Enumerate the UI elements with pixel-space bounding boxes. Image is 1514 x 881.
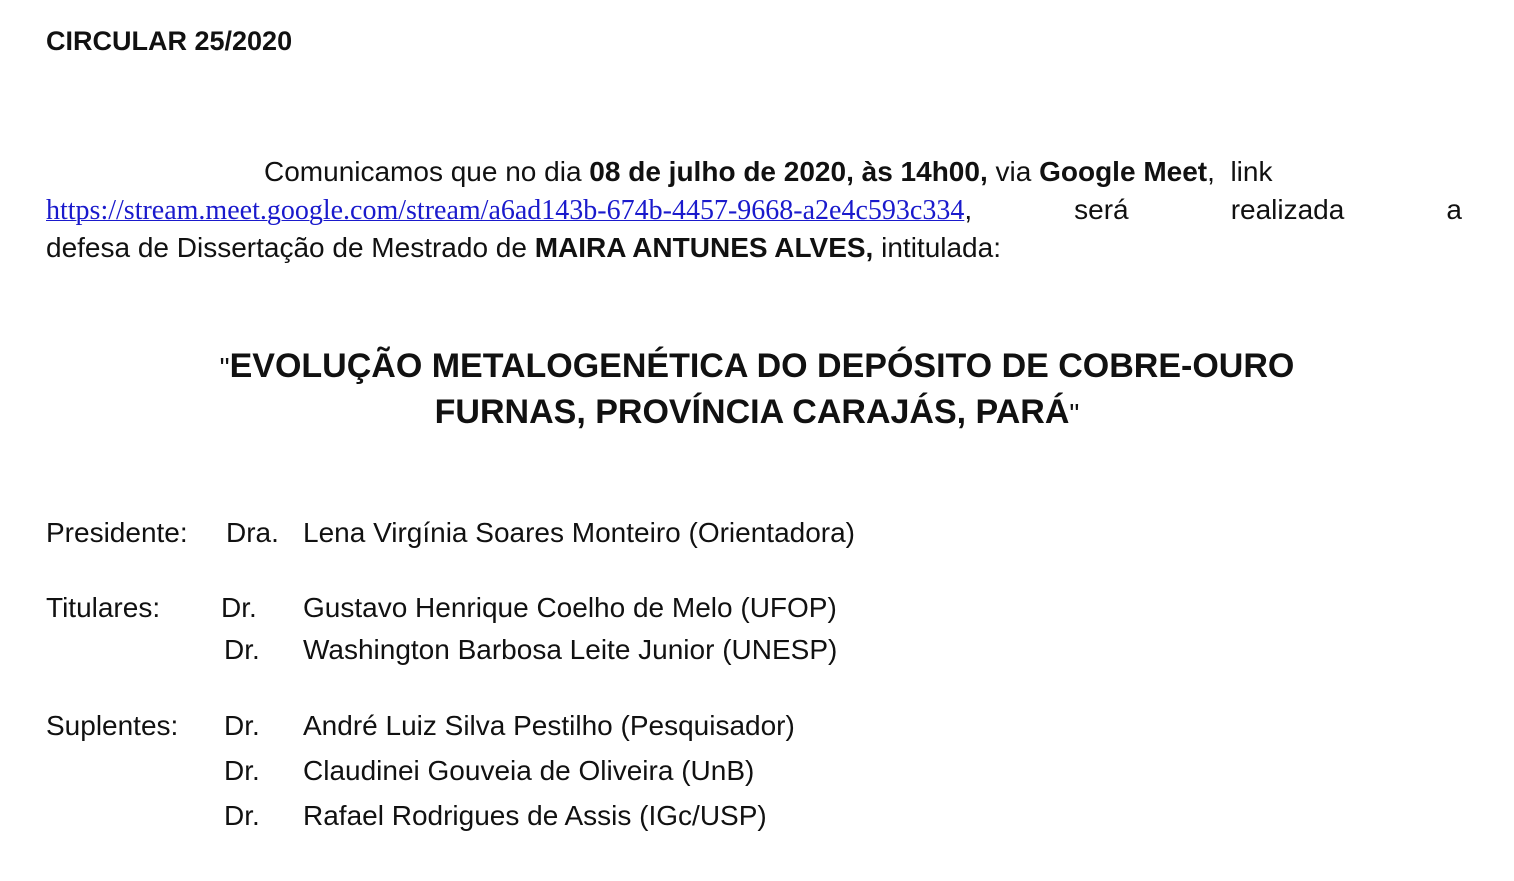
platform-name: Google Meet	[1039, 156, 1208, 187]
member-title: Dr.	[221, 592, 257, 623]
defense-description: defesa de Dissertação de Mestrado de	[46, 232, 535, 263]
close-quote: "	[1069, 398, 1080, 429]
intro-text: Comunicamos que no dia	[264, 156, 590, 187]
president-label: Presidente:	[46, 517, 188, 548]
defense-date-time: 08 de julho de 2020, às 14h00,	[589, 156, 988, 187]
thesis-title-line-1	[0, 343, 1514, 391]
open-quote: "	[219, 352, 230, 383]
member-title: Dr.	[224, 800, 260, 831]
via-text: via	[987, 156, 1040, 187]
student-name: MAIRA ANTUNES ALVES,	[534, 232, 874, 263]
member-name: Gustavo Henrique Coelho de Melo (UFOP)	[303, 592, 837, 623]
thesis-title-text-2: FURNAS, PROVÍNCIA CARAJÁS, PARÁ	[434, 393, 1070, 431]
comma-text: ,	[964, 194, 973, 225]
word-a: a	[1446, 194, 1462, 225]
circular-heading: CIRCULAR 25/2020	[46, 26, 293, 56]
suplentes-label: Suplentes:	[46, 710, 179, 741]
announcement-line-3	[46, 229, 1462, 267]
member-name: Claudinei Gouveia de Oliveira (UnB)	[303, 755, 755, 786]
announcement-line-2	[46, 191, 1462, 230]
member-name: Rafael Rodrigues de Assis (IGc/USP)	[303, 800, 767, 831]
announcement-line-1	[46, 153, 1462, 191]
president-title: Dra.	[226, 517, 279, 548]
member-name: Washington Barbosa Leite Junior (UNESP)	[303, 634, 838, 665]
member-title: Dr.	[224, 755, 260, 786]
thesis-title-line-2	[0, 389, 1514, 437]
member-title: Dr.	[224, 634, 260, 665]
thesis-title-text-1: EVOLUÇÃO METALOGENÉTICA DO DEPÓSITO DE COBRE-OURO	[229, 347, 1295, 385]
word-realizada: realizada	[1230, 194, 1345, 225]
meeting-link[interactable]: https://stream.meet.google.com/stream/a6ad143b-674b-4457-9668-a2e4c593c334	[46, 195, 965, 226]
member-name: André Luiz Silva Pestilho (Pesquisador)	[303, 710, 795, 741]
intitulada-text: intitulada:	[873, 232, 1001, 263]
president-name: Lena Virgínia Soares Monteiro (Orientadora)	[303, 517, 856, 548]
titulares-label: Titulares:	[46, 592, 161, 623]
word-sera: será	[1074, 194, 1129, 225]
link-word: , link	[1207, 156, 1273, 187]
member-title: Dr.	[224, 710, 260, 741]
